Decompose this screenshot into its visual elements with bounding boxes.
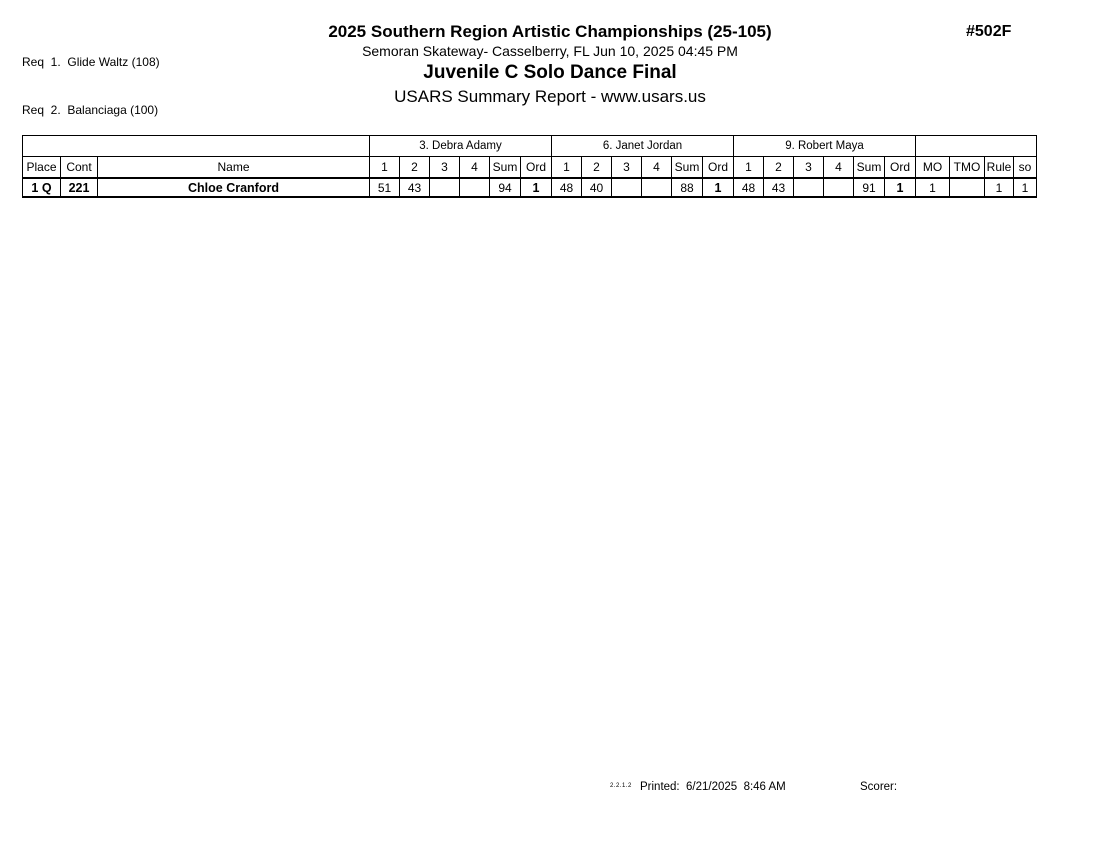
col-header-ord: Ord	[521, 157, 552, 179]
ord-cell: 1	[521, 178, 552, 197]
judge-header-row	[23, 136, 1037, 157]
col-header-cont: Cont	[61, 157, 98, 179]
judge-row-right-spacer	[916, 136, 1037, 157]
ord-cell: 1	[703, 178, 734, 197]
score-cell	[824, 178, 854, 197]
score-cell	[612, 178, 642, 197]
col-header-rule: Rule	[985, 157, 1014, 179]
score-cell	[430, 178, 460, 197]
judge-name-cell: 6. Janet Jordan	[552, 136, 734, 157]
tmo-cell	[950, 178, 985, 197]
score-cell	[460, 178, 490, 197]
sum-cell: 91	[854, 178, 885, 197]
report-header	[0, 22, 1100, 108]
cont-cell: 221	[61, 178, 98, 197]
software-version: 2.2.1.2	[610, 783, 632, 789]
so-cell: 1	[1014, 178, 1037, 197]
col-header-score2: 2	[400, 157, 430, 179]
col-header-sum: Sum	[490, 157, 521, 179]
col-header-score2: 2	[764, 157, 794, 179]
score-cell: 43	[764, 178, 794, 197]
score-cell	[794, 178, 824, 197]
col-header-score2: 2	[582, 157, 612, 179]
judge-name-cell: 9. Robert Maya	[734, 136, 916, 157]
col-header-score1: 1	[552, 157, 582, 179]
score-cell: 40	[582, 178, 612, 197]
results-table	[22, 135, 1037, 198]
col-header-score3: 3	[794, 157, 824, 179]
venue-datetime: Semoran Skateway- Casselberry, FL Jun 10, 2025 04:45 PM	[362, 43, 738, 59]
col-header-place: Place	[23, 157, 61, 179]
sum-cell: 94	[490, 178, 521, 197]
printed-timestamp: Printed: 6/21/2025 8:46 AM	[640, 781, 786, 793]
place-cell: 1 Q	[23, 178, 61, 197]
score-cell: 43	[400, 178, 430, 197]
col-header-score4: 4	[460, 157, 490, 179]
req-line-1: Req 1. Glide Waltz (108)	[22, 55, 160, 69]
ord-cell: 1	[885, 178, 916, 197]
score-cell	[642, 178, 672, 197]
sum-cell: 88	[672, 178, 703, 197]
col-header-score1: 1	[370, 157, 400, 179]
report-type: USARS Summary Report - www.usars.us	[394, 87, 706, 106]
event-number: #502F	[966, 23, 1012, 40]
col-header-score1: 1	[734, 157, 764, 179]
score-cell: 51	[370, 178, 400, 197]
result-row	[23, 178, 1037, 197]
mo-cell: 1	[916, 178, 950, 197]
req-line-2: Req 2. Balanciaga (100)	[22, 103, 159, 117]
event-title: Juvenile C Solo Dance Final	[423, 62, 677, 83]
col-header-sum: Sum	[854, 157, 885, 179]
score-cell: 48	[734, 178, 764, 197]
col-header-tmo: TMO	[950, 157, 985, 179]
col-header-so: so	[1014, 157, 1037, 179]
skater-name-cell: Chloe Cranford	[98, 178, 370, 197]
page-title: 2025 Southern Region Artistic Championships (25-105)	[328, 22, 772, 41]
col-header-sum: Sum	[672, 157, 703, 179]
judge-row-left-spacer	[23, 136, 370, 157]
col-header-mo: MO	[916, 157, 950, 179]
score-cell: 48	[552, 178, 582, 197]
scorer-label: Scorer:	[860, 781, 898, 793]
column-header-row	[23, 157, 1037, 179]
col-header-score4: 4	[642, 157, 672, 179]
col-header-name: Name	[98, 157, 370, 179]
col-header-score3: 3	[612, 157, 642, 179]
rule-cell: 1	[985, 178, 1014, 197]
results-table-container	[22, 135, 1037, 198]
col-header-score3: 3	[430, 157, 460, 179]
col-header-score4: 4	[824, 157, 854, 179]
col-header-ord: Ord	[703, 157, 734, 179]
col-header-ord: Ord	[885, 157, 916, 179]
judge-name-cell: 3. Debra Adamy	[370, 136, 552, 157]
